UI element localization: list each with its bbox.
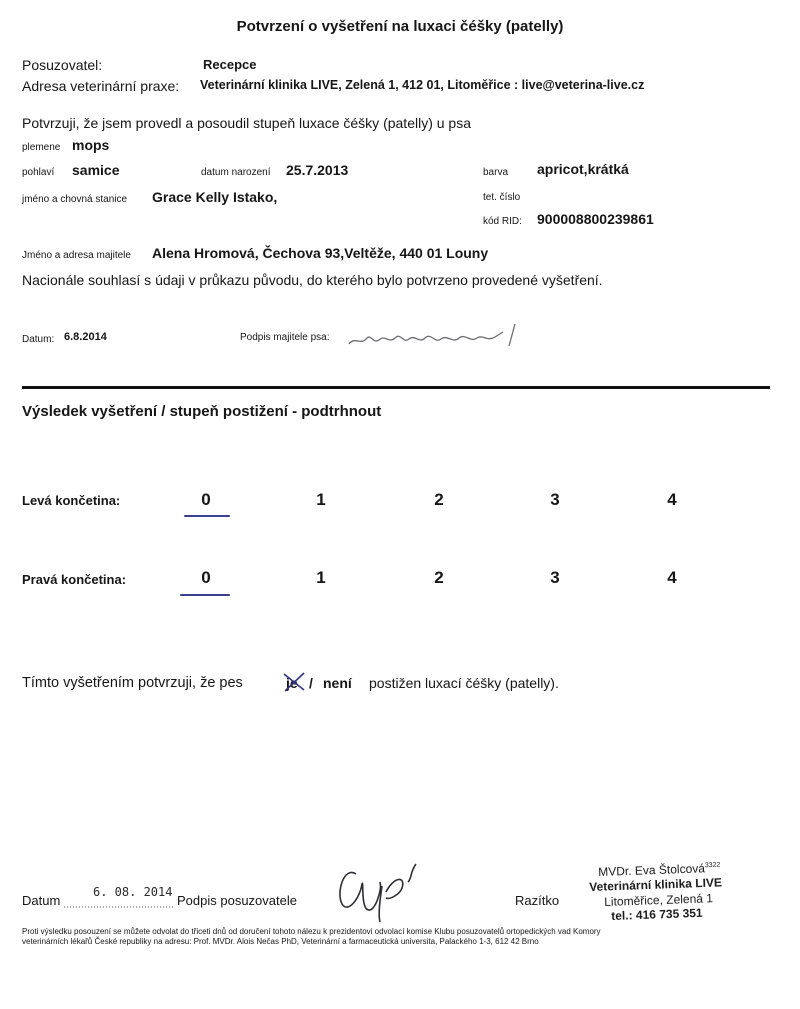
stamp-line-1: MVDr. Eva Štolcová$^{3322}$ — [598, 861, 721, 879]
owner-signature-label: Podpis majitele psa: — [240, 332, 330, 343]
color-label: barva — [483, 167, 509, 178]
confirm-je: je — [286, 675, 298, 691]
breed-value: mops — [72, 137, 110, 153]
stamp-label: Razítko — [515, 893, 560, 908]
owner-signature — [345, 318, 535, 354]
sex-value: samice — [72, 162, 120, 178]
stamp-line-4: tel.: 416 735 351 — [611, 905, 703, 923]
right-grade-0[interactable]: 0 — [201, 568, 211, 587]
sex-label: pohlaví — [22, 167, 55, 178]
right-selected-underline — [180, 594, 230, 596]
name-label: jméno a chovná stanice — [22, 194, 128, 205]
crossed-out-mark — [281, 670, 309, 694]
result-heading: Výsledek vyšetření / stupeň postižení - podtrhnout — [22, 403, 382, 420]
name-value: Grace Kelly Istako, — [152, 189, 278, 205]
left-limb-label: Levá končetina: — [22, 493, 121, 508]
assessor-signature — [330, 852, 440, 926]
section-divider — [22, 386, 770, 389]
document-title: Potvrzení o vyšetření na luxaci čéšky (patelly) — [236, 18, 564, 35]
confirm-slash: / — [309, 675, 313, 691]
confirm-neni: není — [323, 675, 352, 691]
breed-label: plemene — [22, 142, 61, 153]
owner-value: Alena Hromová, Čechova 93,Veltěže, 440 01 Louny — [152, 245, 489, 261]
dob-value: 25.7.2013 — [286, 162, 349, 178]
footer-line-1: Proti výsledku posouzení se můžete odvolat do třiceti dnů od doručení tohoto nálezu k prezidentovi odvolací komise Klubu posuzovatelů ortopedických vad Komory — [22, 927, 601, 936]
handwritten-date: 6. 08. 2014 — [93, 885, 173, 899]
clinic-label: Adresa veterinární praxe: — [22, 78, 180, 94]
left-grade-1[interactable]: 1 — [316, 490, 326, 509]
rid-value: 900008800239861 — [537, 211, 654, 227]
left-grade-0[interactable]: 0 — [201, 490, 211, 509]
footer-line-2: veterinárních lékařů České republiky na adresu: Prof. MVDr. Alois Nečas PhD, Veterinární a farmaceutická universita, Palackého 1-3, 612 42 Brno — [22, 937, 539, 946]
left-selected-underline — [184, 515, 230, 517]
left-grade-2[interactable]: 2 — [434, 490, 444, 509]
sign2-date-label: Datum — [22, 893, 61, 908]
right-grade-1[interactable]: 1 — [316, 568, 326, 587]
confirm-prefix: Tímto vyšetřením potvrzuji, že pes — [22, 675, 243, 691]
right-grade-3[interactable]: 3 — [550, 568, 560, 587]
left-grade-3[interactable]: 3 — [550, 490, 560, 509]
owner-label: Jméno a adresa majitele — [22, 250, 131, 261]
assessor-value: Recepce — [203, 57, 257, 72]
assessor-label: Posuzovatel: — [22, 57, 103, 73]
right-grade-2[interactable]: 2 — [434, 568, 444, 587]
color-value: apricot,krátká — [537, 161, 629, 177]
right-limb-label: Pravá končetina: — [22, 572, 127, 587]
clinic-value: Veterinární klinika LIVE, Zelená 1, 412 01, Litoměřice : live@veterina-live.cz — [200, 78, 645, 92]
rid-label: kód RID: — [483, 216, 522, 227]
assessor-signature-label: Podpis posuzovatele — [177, 893, 297, 908]
stamp-line-3: Litoměřice, Zelená 1 — [604, 891, 714, 909]
confirm-suffix: postižen luxací čéšky (patelly). — [369, 675, 559, 691]
date-dotted-line — [64, 901, 176, 911]
sign1-date-value: 6.8.2014 — [64, 331, 107, 343]
stamp-line-2: Veterinární klinika LIVE — [589, 875, 723, 894]
left-grade-4[interactable]: 4 — [667, 490, 677, 509]
sign1-date-label: Datum: — [22, 334, 55, 345]
right-grade-4[interactable]: 4 — [667, 568, 677, 587]
tattoo-label: tet. číslo — [483, 192, 521, 203]
dob-label: datum narození — [201, 167, 271, 178]
statement-text: Potvrzuji, že jsem provedl a posoudil stupeň luxace čéšky (patelly) u psa — [22, 115, 471, 131]
nationale-text: Nacionále souhlasí s údaji v průkazu původu, do kterého bylo potvrzeno provedené vyšetření. — [22, 272, 603, 288]
